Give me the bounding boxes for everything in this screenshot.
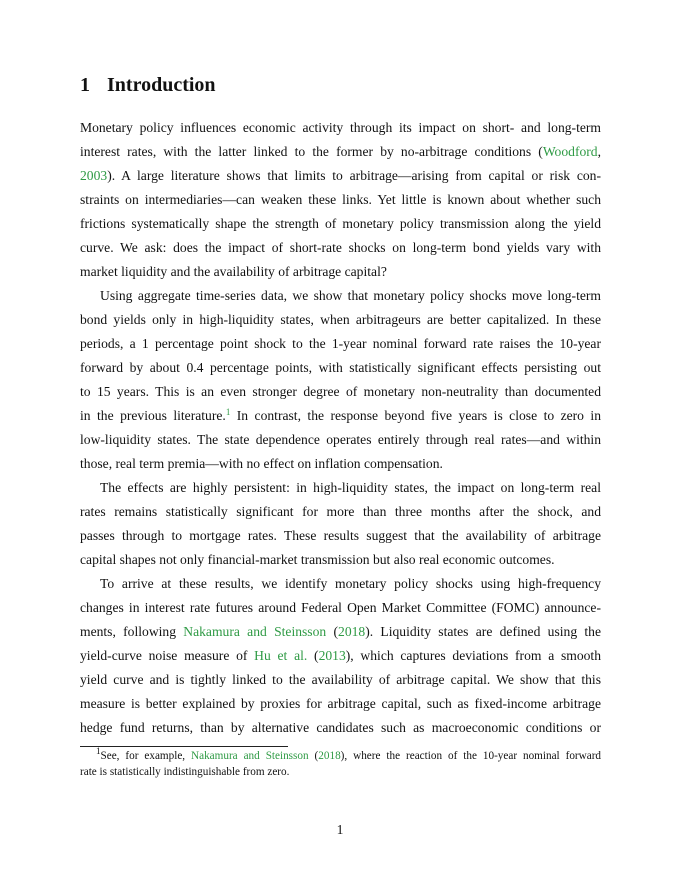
section-title: Introduction <box>107 74 216 96</box>
footnote-marker: 1 <box>96 746 101 756</box>
text-segment: rate is statistically indistinguishable from zero. <box>80 766 290 778</box>
text-line <box>80 500 601 524</box>
text-segment: ( <box>308 750 319 762</box>
text-segment: capital shapes not only financial-market transmission but also real economic outcomes. <box>80 552 555 567</box>
text-line <box>80 596 601 620</box>
text-segment: ), where the reaction of the 10-year nominal forward <box>340 750 602 762</box>
text-line <box>80 284 601 308</box>
text-segment: ( <box>326 624 339 639</box>
citation-link[interactable]: 2003 <box>80 168 108 183</box>
text-segment: market liquidity and the availability of arbitrage capital? <box>80 264 387 279</box>
text-segment: to 15 years. This is an even stronger degree of monetary non-neutrality than documented <box>80 384 601 399</box>
text-segment: ments, following <box>80 624 184 639</box>
text-line <box>80 476 601 500</box>
text-line <box>80 644 601 668</box>
text-line <box>80 308 601 332</box>
text-segment: periods, a 1 percentage point shock to the 1-year nominal forward rate raises the 10-year <box>80 336 601 351</box>
citation-link[interactable]: 2013 <box>318 648 346 663</box>
text-line <box>80 212 601 236</box>
text-segment: yield curve and is tightly linked to the availability of arbitrage capital. We show that this <box>80 672 601 687</box>
text-segment: low-liquidity states. The state dependence operates entirely through real rates—and within <box>80 432 601 447</box>
text-line <box>80 716 601 740</box>
text-line <box>80 404 601 428</box>
text-segment: yield-curve noise measure of <box>80 648 255 663</box>
text-segment: changes in interest rate futures around Federal Open Market Committee (FOMC) announce- <box>80 600 601 615</box>
text-segment: bond yields only in high-liquidity states, when arbitrageurs are better capitalized. In these <box>80 312 601 327</box>
text-line <box>80 692 601 716</box>
text-segment: Monetary policy influences economic activity through its impact on short- and long-term <box>80 120 601 135</box>
text-line <box>80 748 601 764</box>
text-line <box>80 452 601 476</box>
text-segment: ). Liquidity states are defined using the <box>365 624 601 639</box>
footnote <box>80 748 601 780</box>
text-segment: ), which captures deviations from a smooth <box>345 648 602 663</box>
text-line <box>80 116 601 140</box>
text-segment: passes through to mortgage rates. These results suggest that the availability of arbitrage <box>80 528 601 543</box>
text-segment: rates remains statistically significant for more than three months after the shock, and <box>80 504 601 519</box>
text-line <box>80 188 601 212</box>
citation-link[interactable]: Nakamura and Steinsson <box>183 624 327 639</box>
text-segment: hedge fund returns, than by alternative candidates such as macroeconomic conditions or <box>80 720 601 735</box>
text-line <box>80 236 601 260</box>
text-segment: Using aggregate time-series data, we show that monetary policy shocks move long-term <box>100 288 601 303</box>
text-line <box>80 260 601 284</box>
section-number: 1 <box>80 74 90 96</box>
citation-link[interactable]: Nakamura and Steinsson <box>191 750 309 762</box>
text-line <box>80 620 601 644</box>
footnote-rule <box>80 746 288 747</box>
text-line <box>80 524 601 548</box>
text-segment: in the previous literature. <box>80 408 226 423</box>
text-line <box>80 140 601 164</box>
text-line <box>80 356 601 380</box>
text-segment: interest rates, with the latter linked to the former by no-arbitrage conditions ( <box>80 144 543 159</box>
text-segment: straints on intermediaries—can weaken these links. Yet little is known about whether such <box>80 192 601 207</box>
citation-link[interactable]: Hu et al. <box>254 648 308 663</box>
text-line <box>80 332 601 356</box>
page-number: 1 <box>336 822 344 837</box>
text-segment: ). A large literature shows that limits to arbitrage—arising from capital or risk con- <box>107 168 601 183</box>
text-line <box>80 428 601 452</box>
citation-link[interactable]: Woodford <box>542 144 598 159</box>
text-line <box>80 572 601 596</box>
text-segment: curve. We ask: does the impact of short-rate shocks on long-term bond yields vary with <box>80 240 601 255</box>
text-line <box>80 668 601 692</box>
text-line <box>80 164 601 188</box>
text-segment: those, real term premia—with no effect on inflation compensation. <box>80 456 443 471</box>
body-text <box>80 116 601 740</box>
text-segment: In contrast, the response beyond five years is close to zero in <box>230 408 602 423</box>
text-line <box>80 764 601 780</box>
text-segment: The effects are highly persistent: in high-liquidity states, the impact on long-term real <box>100 480 601 495</box>
text-segment: measure is better explained by proxies for arbitrage capital, such as fixed-income arbitrage <box>80 696 601 711</box>
text-segment: frictions systematically shape the strength of monetary policy transmission along the yield <box>80 216 601 231</box>
footnote-marker[interactable]: 1 <box>225 407 231 417</box>
citation-link[interactable]: 2018 <box>338 624 366 639</box>
text-segment: To arrive at these results, we identify monetary policy shocks using high-frequency <box>100 576 601 591</box>
text-line <box>80 548 601 572</box>
text-segment: ( <box>307 648 319 663</box>
text-segment: forward by about 0.4 percentage points, with statistically significant effects persisting out <box>80 360 601 375</box>
text-line <box>80 380 601 404</box>
section-heading <box>80 74 216 97</box>
citation-link[interactable]: 2018 <box>318 750 341 762</box>
text-segment: See, for example, <box>100 750 192 762</box>
text-segment: , <box>597 144 601 159</box>
